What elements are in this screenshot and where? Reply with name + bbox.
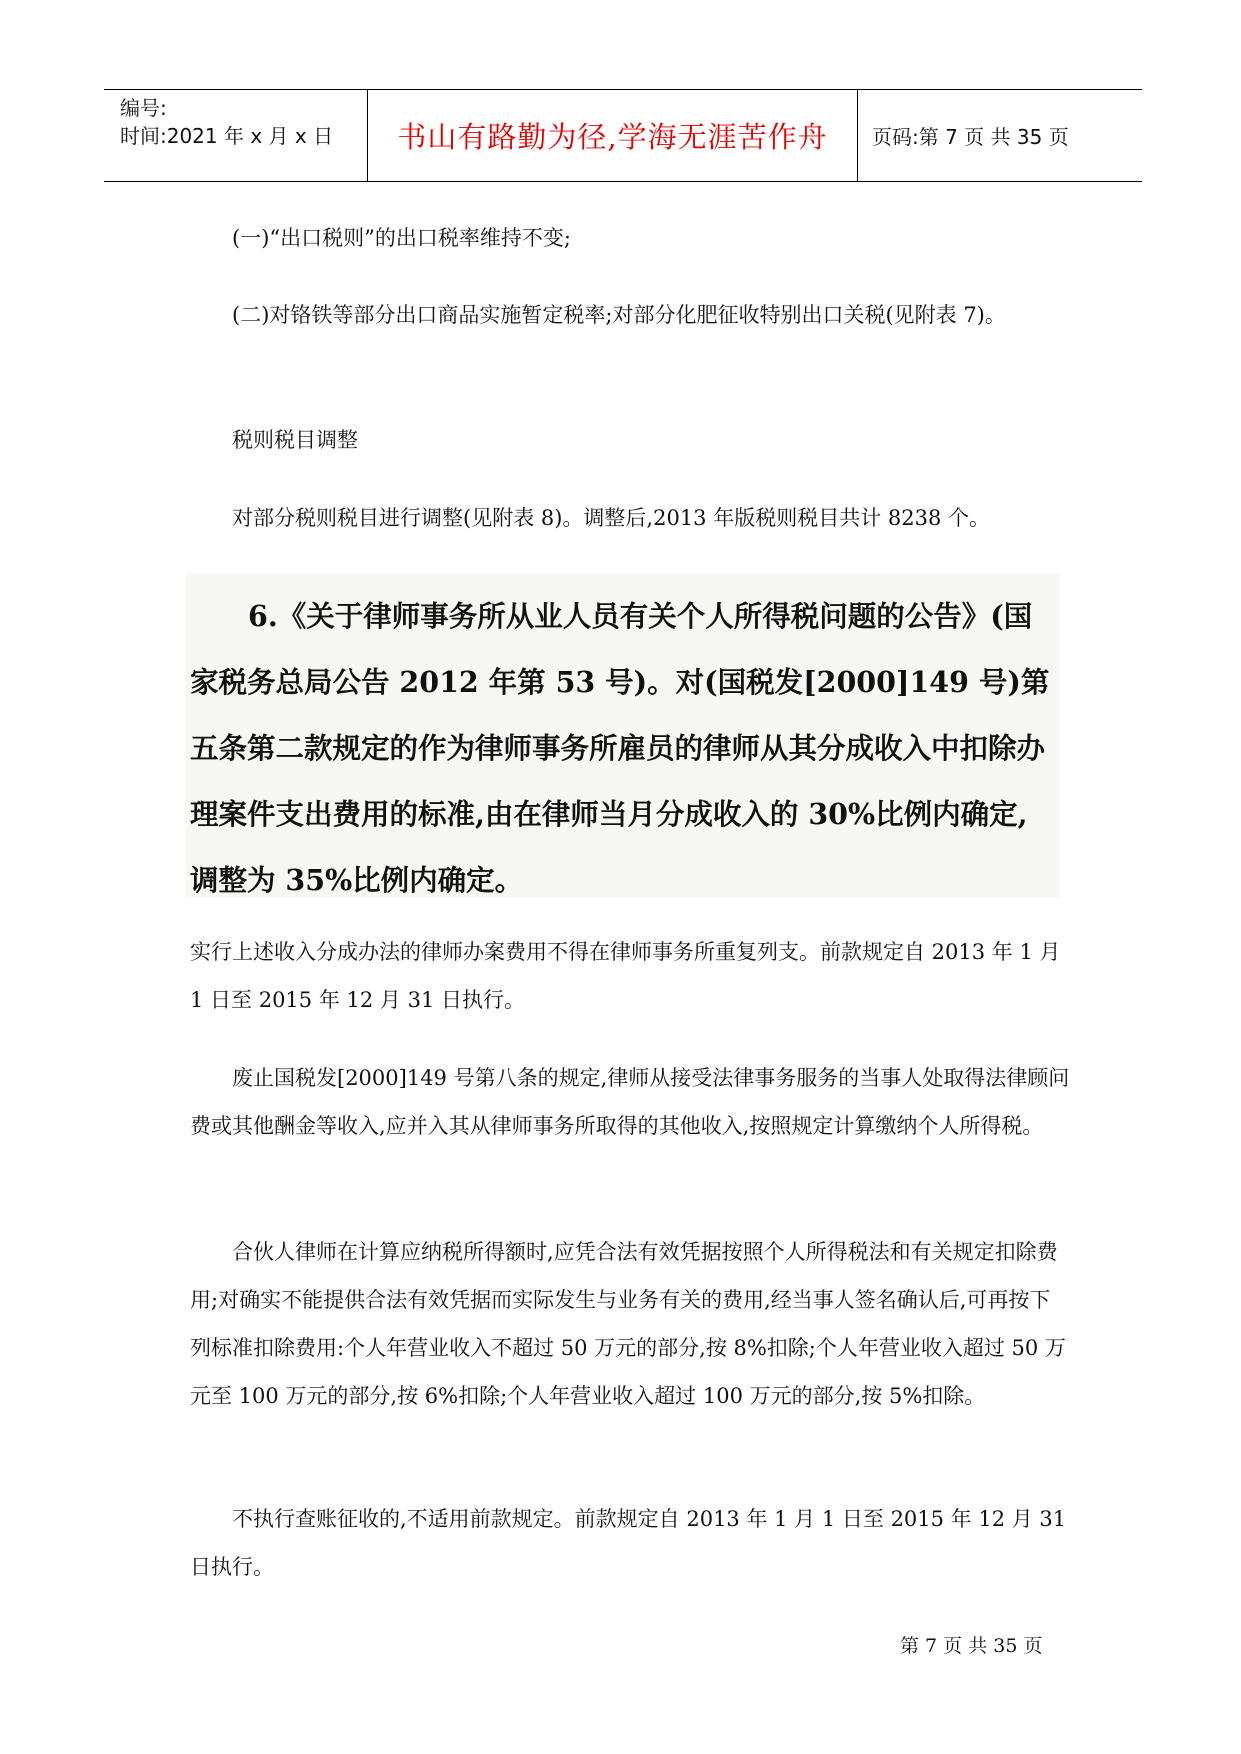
paragraph-abolish-article-8: 废止国税发[2000]149 号第八条的规定,律师从接受法律事务服务的当事人处取得法律顾问费或其他酬金等收入,应并入其从律师事务所取得的其他收入,按照规定计算缴纳个人所得税。 <box>190 1066 1070 1138</box>
document-time-label: 时间:2021 年 x 月 x 日 <box>120 124 334 148</box>
paragraph-income-split: 实行上述收入分成办法的律师办案费用不得在律师事务所重复列支。前款规定自 2013 年 1 月 1 日至 2015 年 12 月 31 日执行。 <box>190 940 1061 1012</box>
paragraph-export-tariff: (一)“出口税则”的出口税率维持不变; <box>232 226 571 250</box>
paragraph-heading-tariff-items: 税则税目调整 <box>232 428 358 452</box>
paragraph-interim-rate: (二)对铬铁等部分出口商品实施暂定税率;对部分化肥征收特别出口关税(见附表 7)。 <box>232 303 1006 327</box>
paragraph-tariff-adjustment: 对部分税则税目进行调整(见附表 8)。调整后,2013 年版税则税目共计 8238 个。 <box>232 506 991 530</box>
document-number-label: 编号: <box>120 96 167 120</box>
page-header <box>104 89 1142 182</box>
highlight-announcement: 6.《关于律师事务所从业人员有关个人所得税问题的公告》(国家税务总局公告 2012 年第 53 号)。对(国税发[2000]149 号)第五条第二款规定的作为律师事务所雇员的律师从其分成收入中扣除办理案件支出费用的标准,由在律师当月分成收入的 30%比例内确定,调整为 35%比例内确定。 <box>186 573 1060 897</box>
header-meta <box>104 90 368 181</box>
page-footer-number: 第 7 页 共 35 页 <box>900 1635 1043 1657</box>
header-page-number: 页码:第 7 页 共 35 页 <box>872 125 1069 149</box>
header-motto: 书山有路勤为径,学海无涯苦作舟 <box>368 90 858 181</box>
paragraph-partner-deduction: 合伙人律师在计算应纳税所得额时,应凭合法有效凭据按照个人所得税法和有关规定扣除费用;对确实不能提供合法有效凭据而实际发生与业务有关的费用,经当事人签名确认后,可再按下列标准扣除费用:个人年营业收入不超过 50 万元的部分,按 8%扣除;个人年营业收入超过 50 万元至 100 万元的部分,按 6%扣除;个人年营业收入超过 100 万元的部分,按 5%扣除。 <box>190 1240 1066 1408</box>
paragraph-non-audit-collection: 不执行查账征收的,不适用前款规定。前款规定自 2013 年 1 月 1 日至 2015 年 12 月 31 日执行。 <box>190 1507 1067 1579</box>
